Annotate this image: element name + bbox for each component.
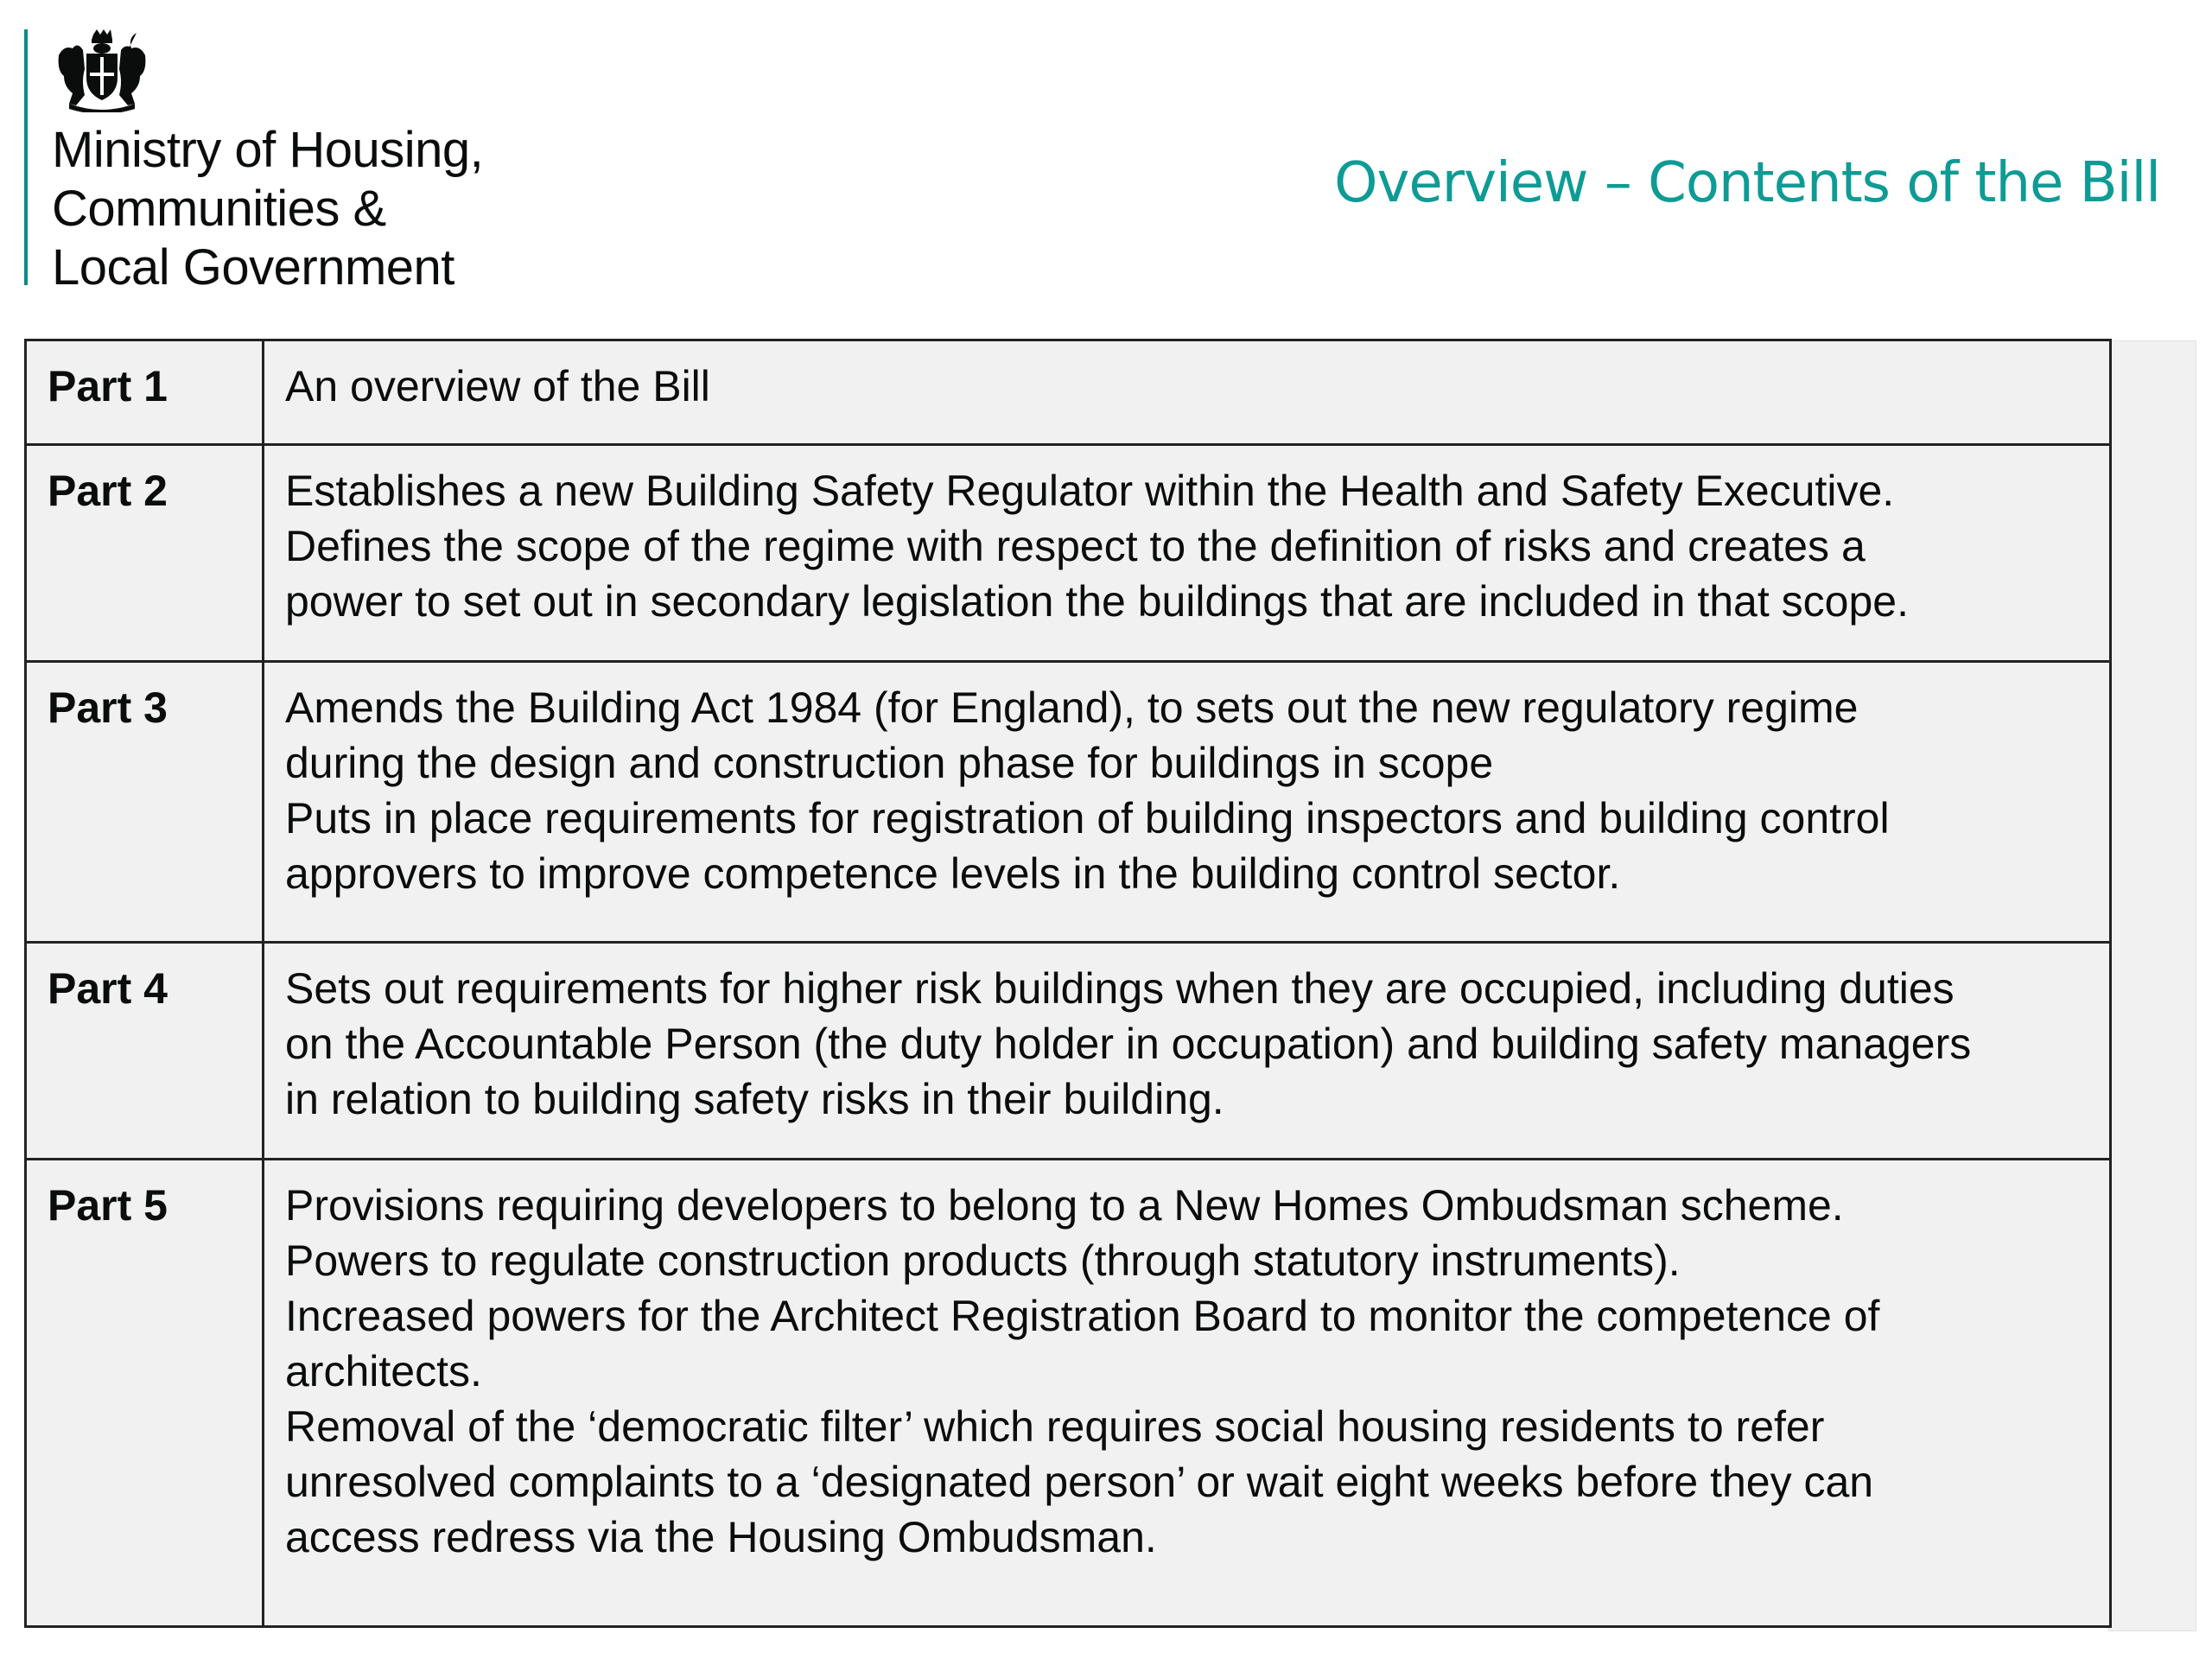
- table-row: [26, 1160, 2111, 1627]
- part-label: Part 5: [26, 1160, 264, 1627]
- part-label: Part 2: [26, 445, 264, 662]
- description-line: Puts in place requirements for registration of building inspectors and building control: [285, 794, 1890, 842]
- description-line: power to set out in secondary legislation the buildings that are included in that scope.: [285, 577, 1909, 626]
- ministry-name-line-1: Ministry of Housing,: [52, 122, 484, 178]
- table-row: [26, 445, 2111, 662]
- part-description: [264, 340, 2111, 445]
- description-line: Establishes a new Building Safety Regulator within the Health and Safety Executive.: [285, 467, 1895, 515]
- description-line: Defines the scope of the regime with respect to the definition of risks and creates a: [285, 522, 1866, 570]
- part-label: Part 4: [26, 943, 264, 1160]
- side-strip: [2108, 340, 2196, 1631]
- description-line: approvers to improve competence levels in the building control sector.: [285, 849, 1621, 898]
- description-line: Amends the Building Act 1984 (for England), to sets out the new regulatory regime: [285, 683, 1859, 732]
- description-line: during the design and construction phase for buildings in scope: [285, 739, 1494, 787]
- page-title: Overview – Contents of the Bill: [1334, 151, 2160, 215]
- ministry-name-line-3: Local Government: [52, 239, 454, 296]
- royal-coat-of-arms-icon: [52, 29, 152, 112]
- table-row: [26, 943, 2111, 1160]
- description-line: Removal of the ‘democratic filter’ which requires social housing residents to refer: [285, 1402, 1825, 1451]
- bill-contents-table: [24, 339, 2112, 1628]
- description-line: Increased powers for the Architect Registration Board to monitor the competence of: [285, 1292, 1880, 1340]
- part-label: Part 3: [26, 662, 264, 943]
- part-label: Part 1: [26, 340, 264, 445]
- description-line: Powers to regulate construction products (through statutory instruments).: [285, 1236, 1681, 1285]
- description-line: An overview of the Bill: [285, 362, 710, 410]
- description-line: in relation to building safety risks in their building.: [285, 1075, 1224, 1123]
- part-description: [264, 943, 2111, 1160]
- description-line: Provisions requiring developers to belong to a New Homes Ombudsman scheme.: [285, 1181, 1844, 1230]
- description-line: architects.: [285, 1347, 482, 1395]
- ministry-name-line-2: Communities &: [52, 181, 386, 237]
- ministry-logo-block: [24, 29, 484, 296]
- part-description: [264, 445, 2111, 662]
- table-row: [26, 340, 2111, 445]
- description-line: on the Accountable Person (the duty holder in occupation) and building safety managers: [285, 1020, 1972, 1068]
- table-row: [26, 662, 2111, 943]
- ministry-name: [52, 121, 588, 297]
- description-line: access redress via the Housing Ombudsman.: [285, 1513, 1157, 1561]
- description-line: Sets out requirements for higher risk buildings when they are occupied, including duties: [285, 964, 1955, 1013]
- part-description: [264, 662, 2111, 943]
- part-description: [264, 1160, 2111, 1627]
- description-line: unresolved complaints to a ‘designated person’ or wait eight weeks before they can: [285, 1458, 1874, 1506]
